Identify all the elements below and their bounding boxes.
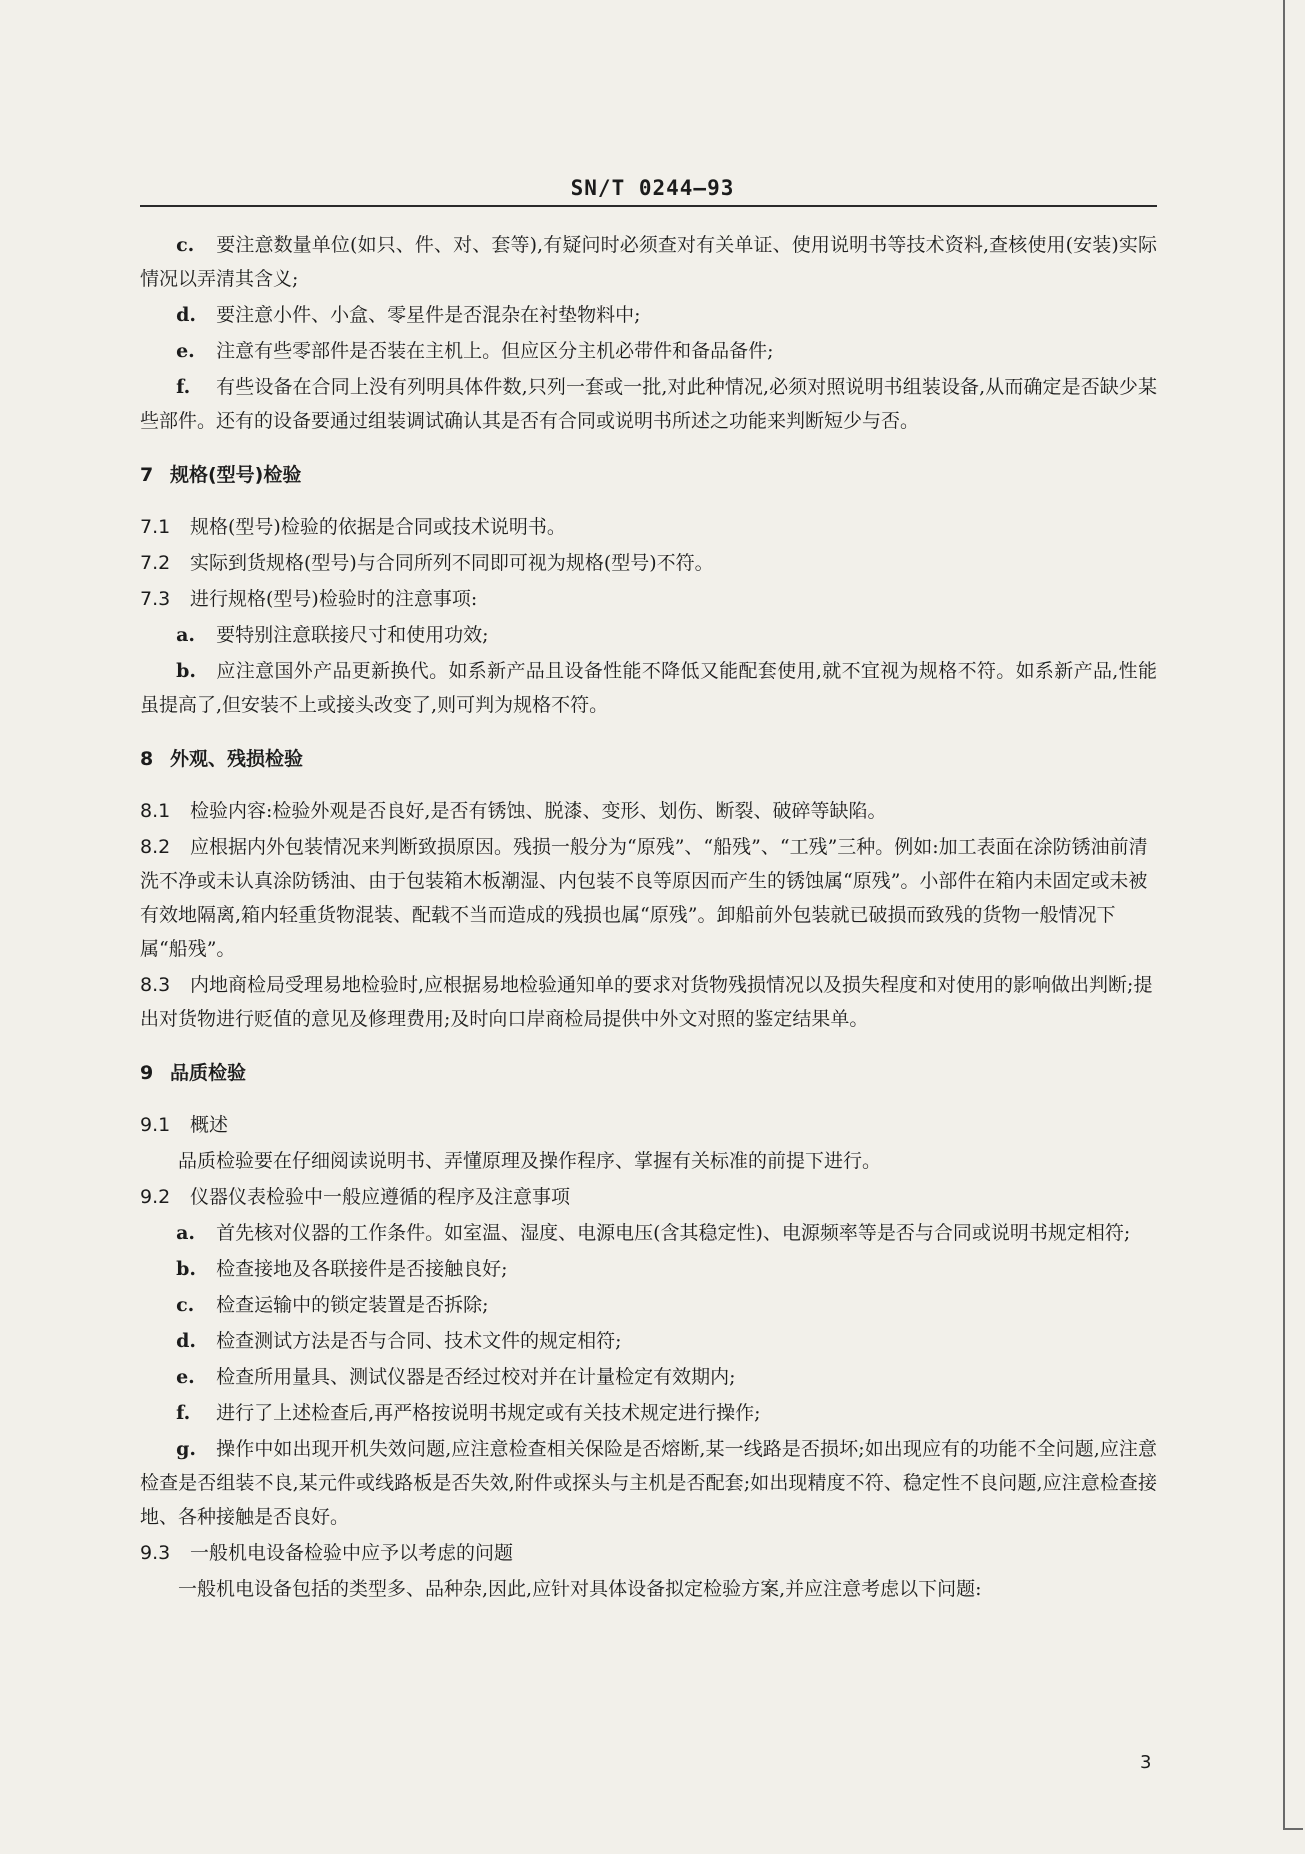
subsection xyxy=(140,968,1157,1036)
list-marker: c. xyxy=(176,234,195,256)
list-item-text: 进行了上述检查后,再严格按说明书规定或有关技术规定进行操作; xyxy=(216,1402,761,1424)
subsection-number: 7.1 xyxy=(140,516,171,538)
subsection-number: 7.3 xyxy=(140,588,171,610)
list-marker: e. xyxy=(176,1366,195,1388)
subsection-number: 9.1 xyxy=(140,1114,171,1136)
list-item-text: 检查测试方法是否与合同、技术文件的规定相符; xyxy=(216,1330,622,1352)
list-item xyxy=(140,1288,1157,1322)
subsection-text: 一般机电设备检验中应予以考虑的问题 xyxy=(190,1542,514,1564)
list-marker: d. xyxy=(176,304,196,326)
list-item xyxy=(140,654,1157,722)
list-item-text: 应注意国外产品更新换代。如系新产品且设备性能不降低又能配套使用,就不宜视为规格不符。如系新产品,性能虽提高了,但安装不上或接头改变了,则可判为规格不符。 xyxy=(140,660,1157,716)
header-rule xyxy=(140,205,1157,207)
section-number: 7 xyxy=(140,464,154,486)
list-item xyxy=(140,1396,1157,1430)
subsection-text: 检验内容:检验外观是否良好,是否有锈蚀、脱漆、变形、划伤、断裂、破碎等缺陷。 xyxy=(190,800,887,822)
list-item xyxy=(140,618,1157,652)
subsection-number: 8.1 xyxy=(140,800,171,822)
list-item-text: 首先核对仪器的工作条件。如室温、湿度、电源电压(含其稳定性)、电源频率等是否与合同或说明书规定相符; xyxy=(216,1222,1131,1244)
list-marker: f. xyxy=(176,1402,191,1424)
list-item xyxy=(140,228,1157,296)
list-item xyxy=(140,1324,1157,1358)
section-heading xyxy=(140,1056,1157,1090)
page-number: 3 xyxy=(1140,1752,1152,1773)
list-item xyxy=(140,1252,1157,1286)
list-marker: b. xyxy=(176,1258,196,1280)
subsection-number: 8.2 xyxy=(140,836,171,858)
subsection xyxy=(140,510,1157,544)
list-item xyxy=(140,1360,1157,1394)
subsection xyxy=(140,582,1157,616)
page-edge-right xyxy=(1283,0,1285,1830)
list-marker: e. xyxy=(176,340,195,362)
section-heading xyxy=(140,742,1157,776)
subsection-number: 9.2 xyxy=(140,1186,171,1208)
document-body xyxy=(140,228,1157,1608)
subsection-text: 应根据内外包装情况来判断致损原因。残损一般分为“原残”、“船残”、“工残”三种。例如:加工表面在涂防锈油前清洗不净或未认真涂防锈油、由于包装箱木板潮湿、内包装不良等原因而产生的锈蚀属“原残”。小部件在箱内未固定或未被有效地隔离,箱内轻重货物混装、配载不当而造成的残损也属“原残”。卸船前外包装就已破损而致残的货物一般情况下属“船残”。 xyxy=(140,836,1148,960)
list-item xyxy=(140,334,1157,368)
list-marker: b. xyxy=(176,660,196,682)
subsection-number: 7.2 xyxy=(140,552,171,574)
list-item-text: 注意有些零部件是否装在主机上。但应区分主机必带件和备品备件; xyxy=(216,340,774,362)
body-paragraph: 一般机电设备包括的类型多、品种杂,因此,应针对具体设备拟定检验方案,并应注意考虑以下问题: xyxy=(178,1578,982,1600)
section-title: 品质检验 xyxy=(170,1062,247,1084)
list-item-text: 检查所用量具、测试仪器是否经过校对并在计量检定有效期内; xyxy=(216,1366,736,1388)
list-item xyxy=(140,1432,1157,1534)
list-item-text: 要特别注意联接尺寸和使用功效; xyxy=(216,624,489,646)
section-number: 9 xyxy=(140,1062,154,1084)
list-marker: d. xyxy=(176,1330,196,1352)
subsection-text: 规格(型号)检验的依据是合同或技术说明书。 xyxy=(190,516,566,538)
subsection xyxy=(140,1108,1157,1142)
subsection-text: 仪器仪表检验中一般应遵循的程序及注意事项 xyxy=(190,1186,571,1208)
list-marker: g. xyxy=(176,1438,196,1460)
list-item xyxy=(140,298,1157,332)
list-marker: c. xyxy=(176,1294,195,1316)
subsection-text: 内地商检局受理易地检验时,应根据易地检验通知单的要求对货物残损情况以及损失程度和对使用的影响做出判断;提出对货物进行贬值的意见及修理费用;及时向口岸商检局提供中外文对照的鉴定结果单。 xyxy=(140,974,1153,1030)
section-number: 8 xyxy=(140,748,154,770)
subsection xyxy=(140,794,1157,828)
standard-code-header: SN/T 0244—93 xyxy=(570,176,735,200)
page-edge-bottom xyxy=(1283,1828,1303,1830)
list-item-text: 检查接地及各联接件是否接触良好; xyxy=(216,1258,508,1280)
section-title: 规格(型号)检验 xyxy=(170,464,302,486)
list-marker: f. xyxy=(176,376,191,398)
list-item-text: 有些设备在合同上没有列明具体件数,只列一套或一批,对此种情况,必须对照说明书组装设备,从而确定是否缺少某些部件。还有的设备要通过组装调试确认其是否有合同或说明书所述之功能来判断短少与否。 xyxy=(140,376,1157,432)
list-marker: a. xyxy=(176,1222,196,1244)
list-item xyxy=(140,1216,1157,1250)
body-paragraph: 品质检验要在仔细阅读说明书、弄懂原理及操作程序、掌握有关标准的前提下进行。 xyxy=(178,1150,882,1172)
list-item-text: 操作中如出现开机失效问题,应注意检查相关保险是否熔断,某一线路是否损坏;如出现应有的功能不全问题,应注意检查是否组装不良,某元件或线路板是否失效,附件或探头与主机是否配套;如出现精度不符、稳定性不良问题,应注意检查接地、各种接触是否良好。 xyxy=(140,1438,1157,1528)
subsection xyxy=(140,1180,1157,1214)
list-item-text: 要注意小件、小盒、零星件是否混杂在衬垫物料中; xyxy=(216,304,641,326)
section-title: 外观、残损检验 xyxy=(170,748,304,770)
subsection xyxy=(140,830,1157,966)
list-item-text: 检查运输中的锁定装置是否拆除; xyxy=(216,1294,489,1316)
list-item-text: 要注意数量单位(如只、件、对、套等),有疑问时必须查对有关单证、使用说明书等技术资料,查核使用(安装)实际情况以弄清其含义; xyxy=(140,234,1157,290)
subsection-text: 进行规格(型号)检验时的注意事项: xyxy=(190,588,478,610)
subsection-text: 概述 xyxy=(190,1114,229,1136)
subsection-number: 8.3 xyxy=(140,974,171,996)
subsection-text: 实际到货规格(型号)与合同所列不同即可视为规格(型号)不符。 xyxy=(190,552,714,574)
subsection-number: 9.3 xyxy=(140,1542,171,1564)
list-item xyxy=(140,370,1157,438)
subsection xyxy=(140,546,1157,580)
section-heading xyxy=(140,458,1157,492)
list-marker: a. xyxy=(176,624,196,646)
subsection xyxy=(140,1536,1157,1570)
